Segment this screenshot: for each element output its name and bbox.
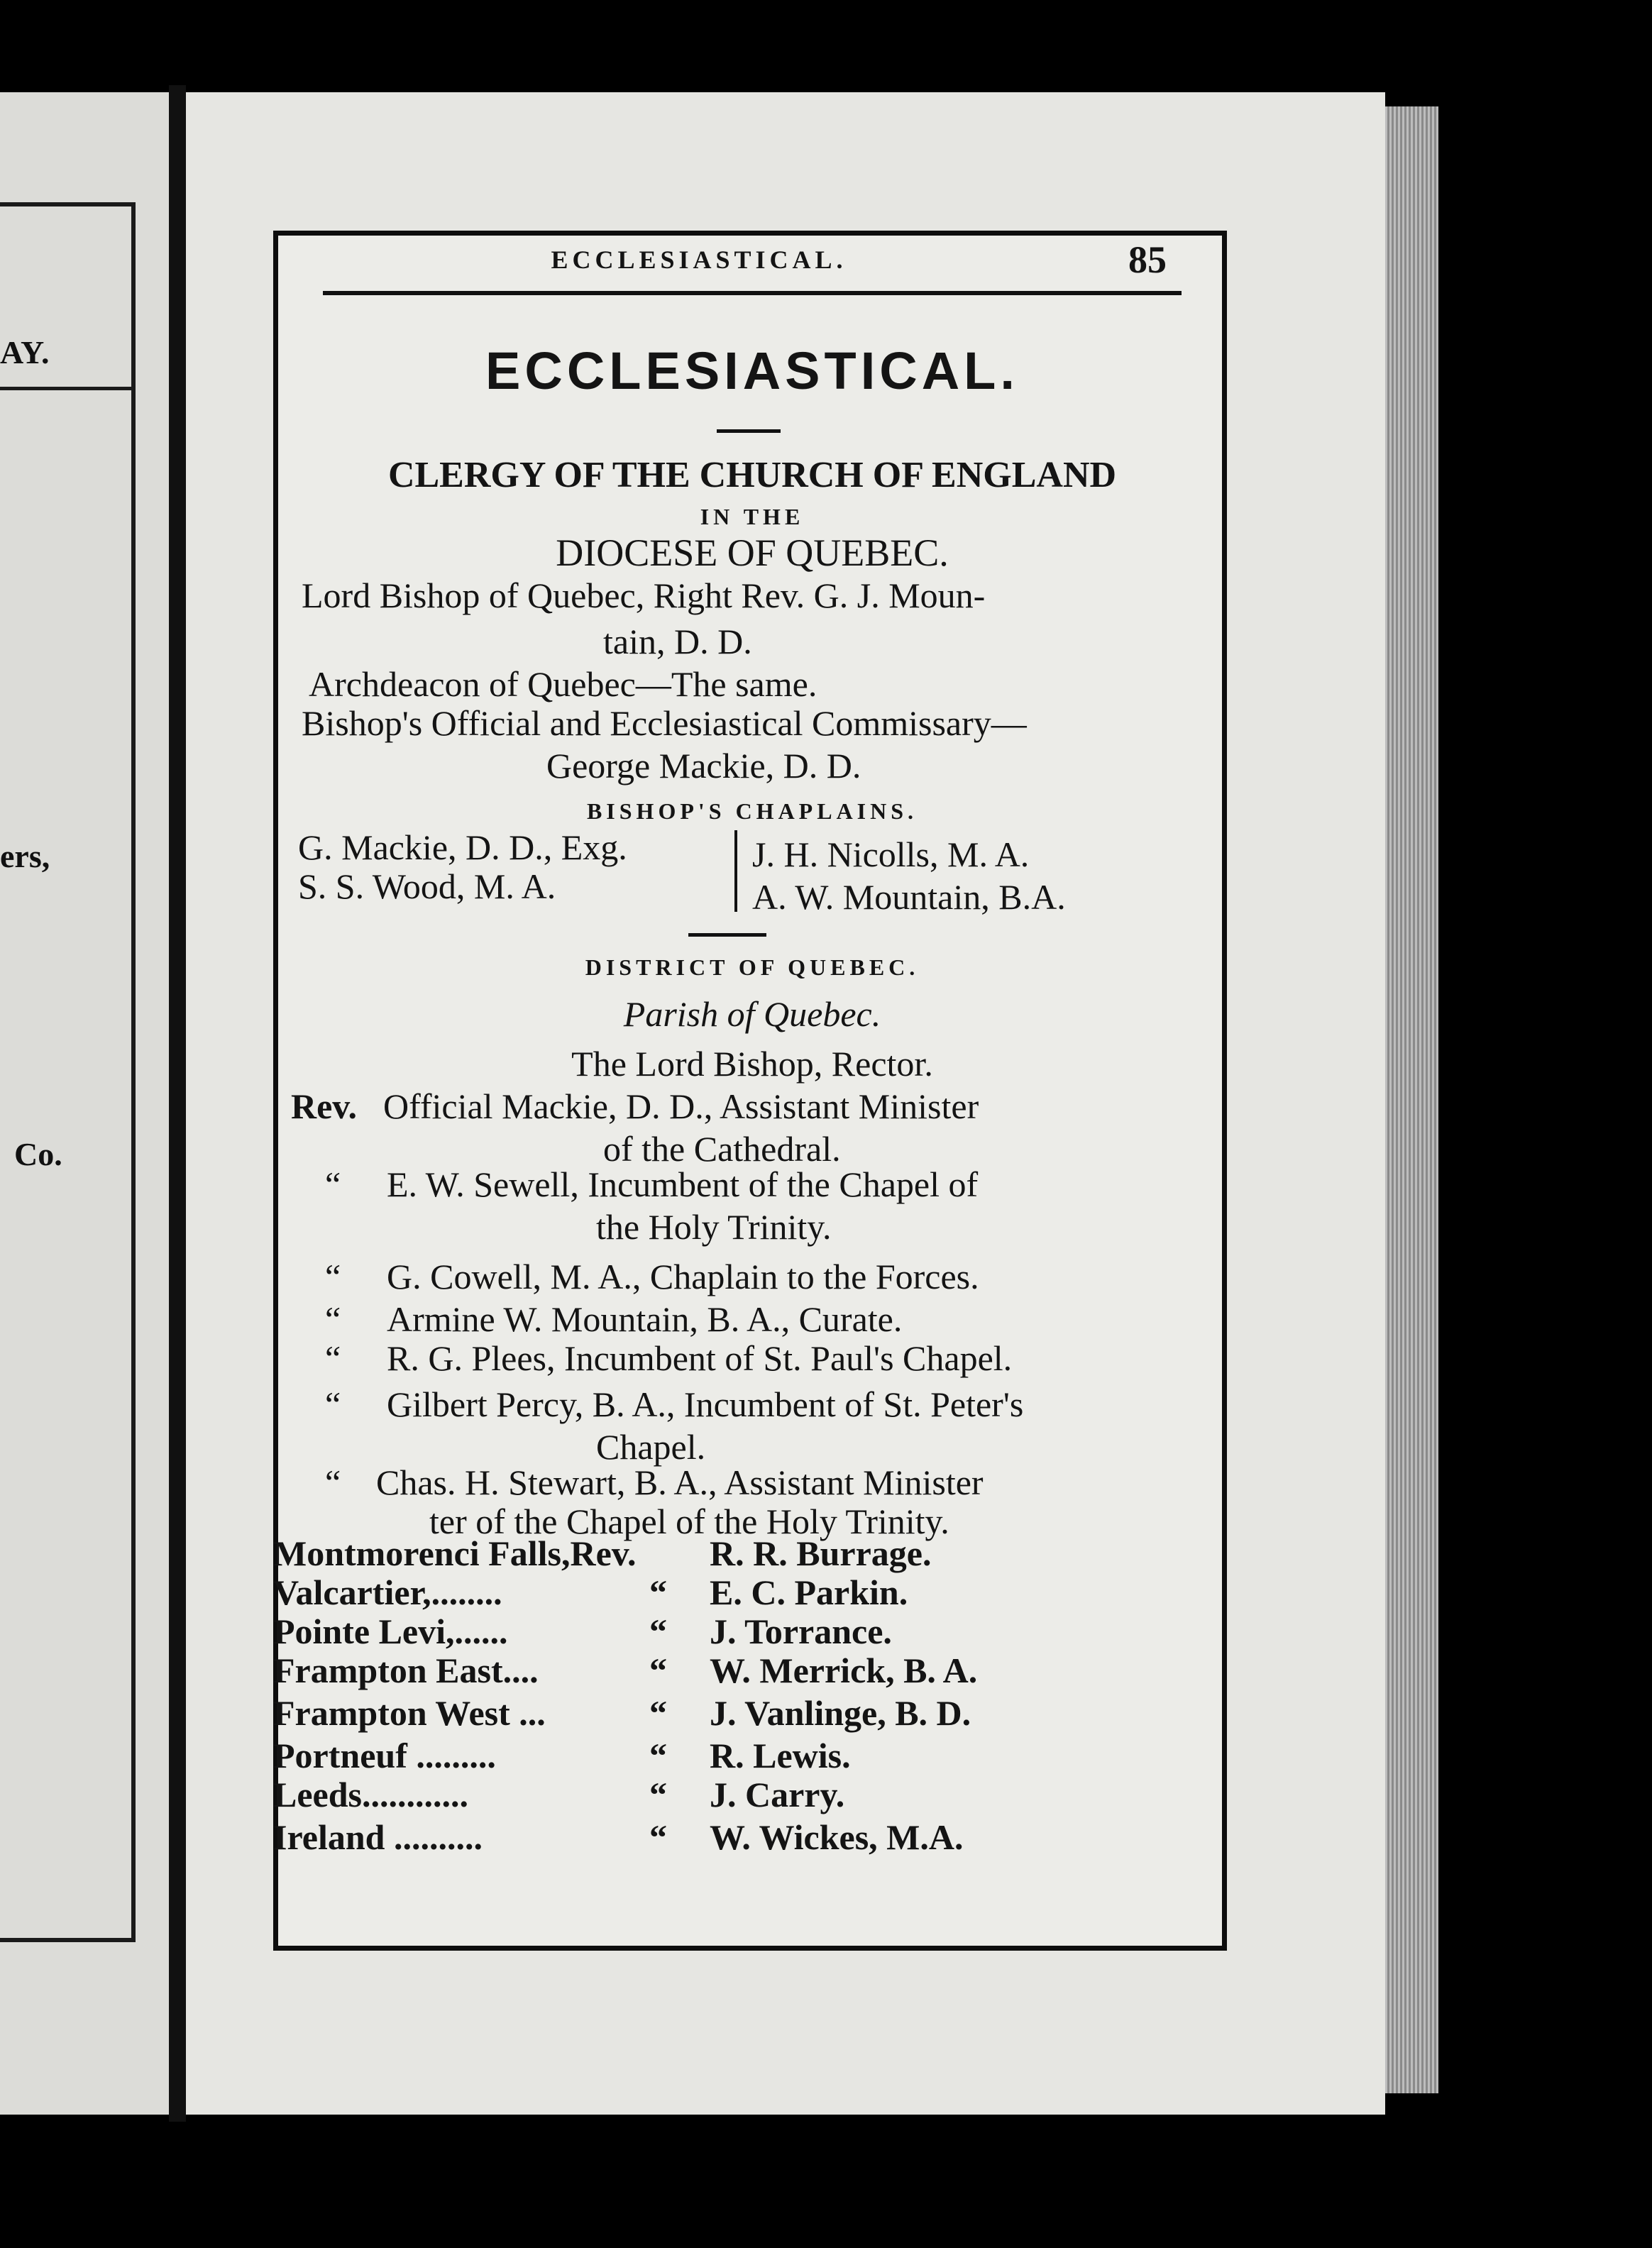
left-fragment-3: Co. xyxy=(14,1136,62,1172)
chaplain-left-1: G. Mackie, D. D., Exg. xyxy=(298,827,627,867)
clergy-line: Official Mackie, D. D., Assistant Minister xyxy=(383,1086,979,1126)
station-minister: E. C. Parkin. xyxy=(710,1572,908,1612)
section-in-the: IN THE xyxy=(700,504,805,529)
station-minister: J. Vanlinge, B. D. xyxy=(710,1693,971,1733)
clergy-mark: “ xyxy=(325,1299,341,1339)
clergy-mark: “ xyxy=(325,1462,341,1502)
station-place: Leeds............ xyxy=(273,1775,468,1814)
section-diocese: DIOCESE OF QUEBEC. xyxy=(556,531,949,574)
station-place: Ireland .......... xyxy=(273,1817,483,1857)
chaplains-heading: BISHOP'S CHAPLAINS. xyxy=(586,798,918,824)
left-facing-page xyxy=(0,92,169,2115)
clergy-mark: “ xyxy=(325,1164,341,1204)
bishop-line-1: Lord Bishop of Quebec, Right Rev. G. J. Moun- xyxy=(302,575,986,615)
archdeacon-line: Archdeacon of Quebec—The same. xyxy=(309,664,817,704)
left-page-frame xyxy=(0,202,136,1942)
district-heading: DISTRICT OF QUEBEC. xyxy=(585,954,920,980)
left-fragment-2: ers, xyxy=(0,838,50,874)
page-number: 85 xyxy=(1128,238,1167,281)
page-title: ECCLESIASTICAL. xyxy=(485,341,1019,400)
ditto-mark: “ xyxy=(649,1572,667,1612)
ditto-mark: “ xyxy=(649,1611,667,1651)
section-heading: CLERGY OF THE CHURCH OF ENGLAND xyxy=(387,455,1117,495)
bishop-line-2: tain, D. D. xyxy=(603,622,752,661)
station-place: Frampton West ... xyxy=(273,1693,546,1733)
station-minister: J. Carry. xyxy=(710,1775,845,1814)
clergy-mark: “ xyxy=(325,1384,341,1424)
station-place: Valcartier,........ xyxy=(273,1572,502,1612)
left-page-rule xyxy=(0,387,135,390)
running-head: ECCLESIASTICAL. xyxy=(551,246,847,274)
station-minister: R. R. Burrage. xyxy=(710,1533,932,1573)
chaplain-left-2: S. S. Wood, M. A. xyxy=(298,866,556,906)
chaplain-right-1: J. H. Nicolls, M. A. xyxy=(752,834,1030,874)
clergy-line: of the Cathedral. xyxy=(603,1129,841,1169)
rector-line: The Lord Bishop, Rector. xyxy=(571,1044,933,1084)
ditto-mark: “ xyxy=(649,1693,667,1733)
book-gutter xyxy=(169,85,186,2122)
district-rule xyxy=(688,933,766,937)
title-rule xyxy=(717,429,781,433)
clergy-line: the Holy Trinity. xyxy=(596,1207,832,1247)
station-minister: J. Torrance. xyxy=(710,1611,892,1651)
chaplains-divider xyxy=(734,830,737,912)
clergy-line: Chas. H. Stewart, B. A., Assistant Minister xyxy=(376,1462,984,1502)
chaplain-right-2: A. W. Mountain, B.A. xyxy=(752,877,1066,917)
station-minister: W. Wickes, M.A. xyxy=(710,1817,964,1857)
station-minister: W. Merrick, B. A. xyxy=(710,1651,978,1690)
clergy-line: R. G. Plees, Incumbent of St. Paul's Chapel. xyxy=(387,1338,1013,1378)
official-line-1: Bishop's Official and Ecclesiastical Commissary— xyxy=(302,703,1027,743)
ditto-mark: “ xyxy=(649,1775,667,1814)
parish-heading: Parish of Quebec. xyxy=(623,994,881,1034)
ditto-mark: “ xyxy=(649,1736,667,1775)
clergy-line: E. W. Sewell, Incumbent of the Chapel of xyxy=(387,1164,979,1204)
clergy-line: Chapel. xyxy=(596,1427,706,1467)
clergy-line: Gilbert Percy, B. A., Incumbent of St. Peter's xyxy=(387,1384,1024,1424)
clergy-mark: Rev. xyxy=(291,1086,358,1126)
station-place: Pointe Levi,...... xyxy=(273,1611,508,1651)
ditto-mark: “ xyxy=(649,1651,667,1690)
station-place: Montmorenci Falls,Rev. xyxy=(273,1533,637,1573)
clergy-line: Armine W. Mountain, B. A., Curate. xyxy=(387,1299,903,1339)
station-place: Portneuf ......... xyxy=(273,1736,496,1775)
station-place: Frampton East.... xyxy=(273,1651,539,1690)
page-edges xyxy=(1385,106,1438,2093)
clergy-mark: “ xyxy=(325,1257,341,1296)
clergy-line: G. Cowell, M. A., Chaplain to the Forces. xyxy=(387,1257,979,1296)
official-line-2: George Mackie, D. D. xyxy=(546,746,861,786)
ditto-mark: “ xyxy=(649,1817,667,1857)
station-minister: R. Lewis. xyxy=(710,1736,851,1775)
clergy-mark: “ xyxy=(325,1338,341,1378)
clergy-line: ter of the Chapel of the Holy Trinity. xyxy=(429,1502,949,1541)
left-fragment-1: AY. xyxy=(0,334,50,370)
header-rule xyxy=(323,291,1182,295)
